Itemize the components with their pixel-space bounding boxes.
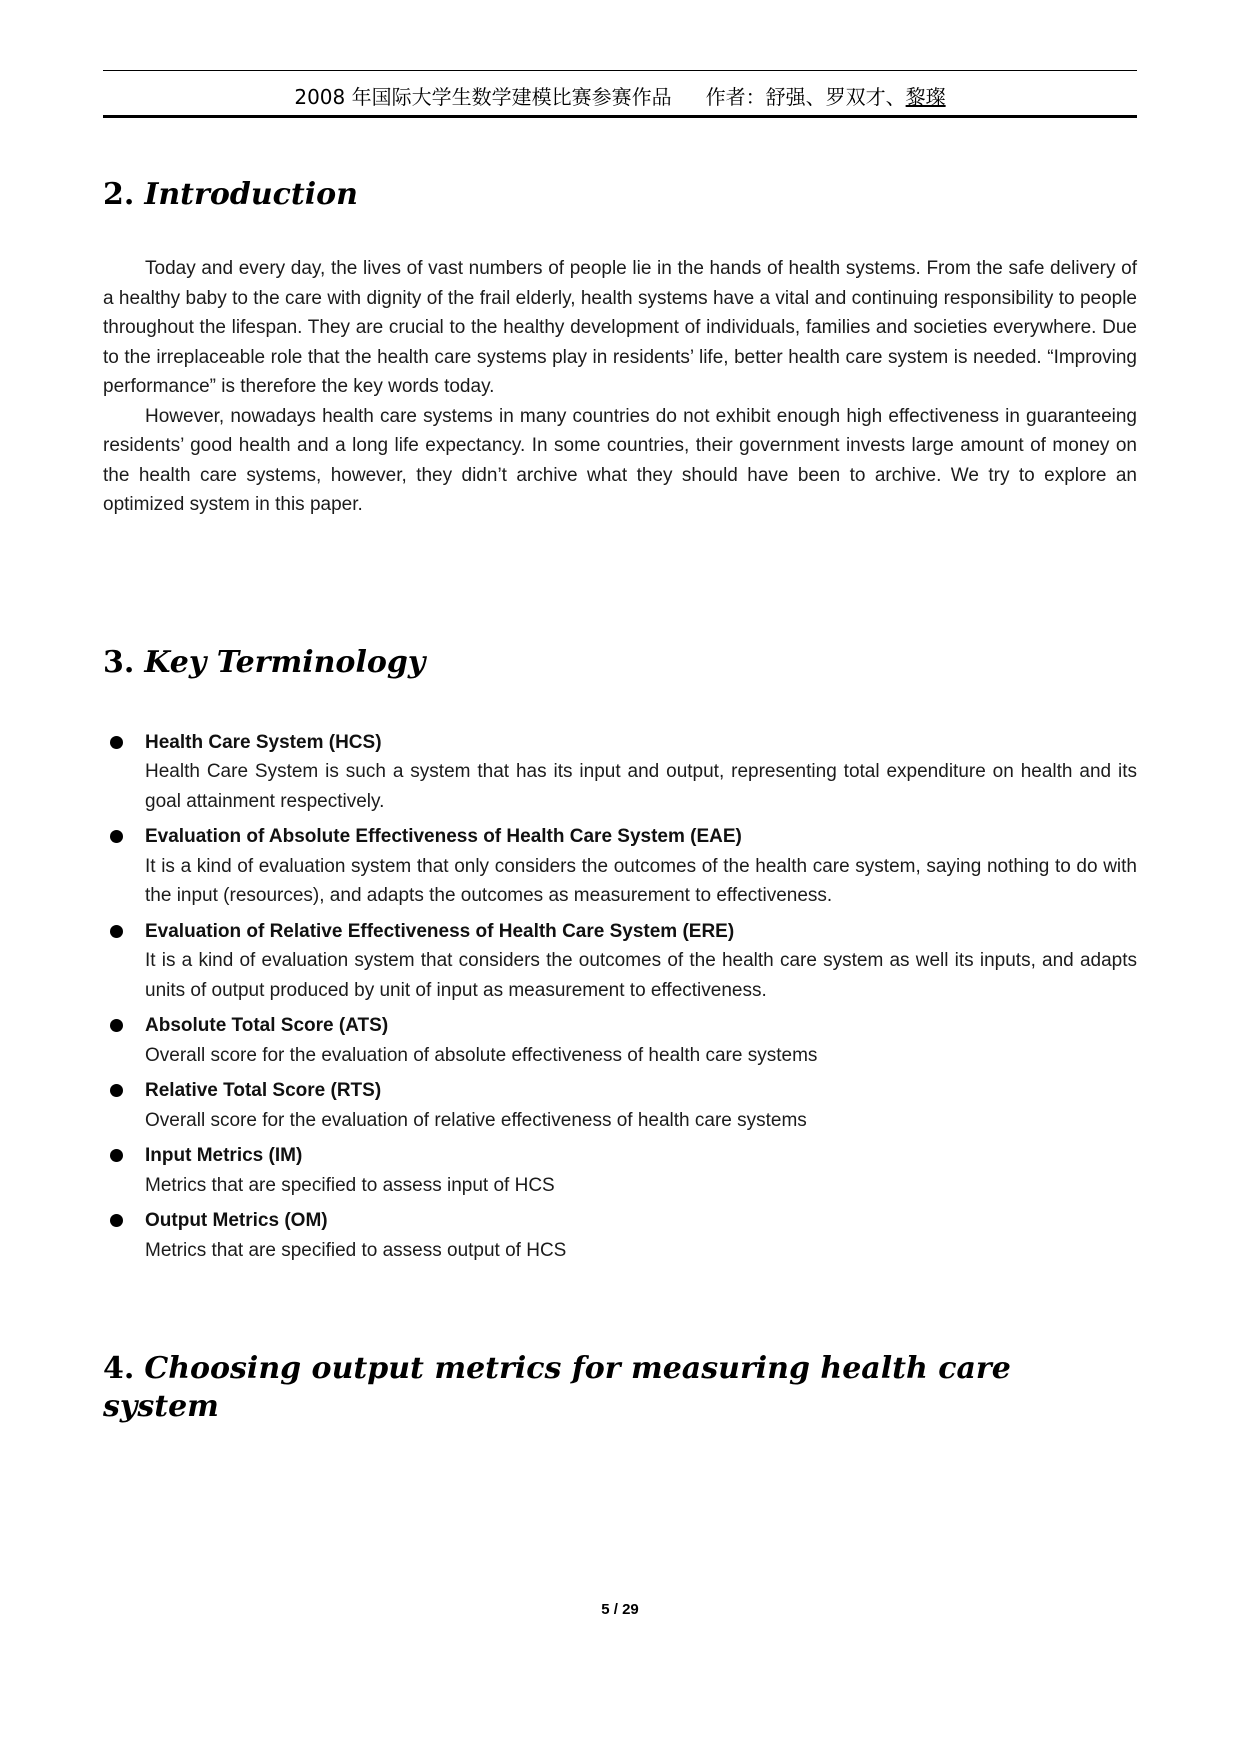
term-definition: It is a kind of evaluation system that considers the outcomes of the health care system as well its inputs, and adapts units of output produced by unit of input as measurement to effectiveness. [145,950,1137,1001]
list-item [103,1076,1137,1135]
term-label: Evaluation of Relative Effectiveness of Health Care System (ERE) [145,920,735,942]
header-competition-text: 2008 年国际大学生数学建模比赛参赛作品 [294,85,672,109]
list-item [103,822,1137,911]
section-heading-introduction [103,176,1137,214]
term-label: Evaluation of Absolute Effectiveness of Health Care System (EAE) [145,826,742,847]
term-label: Absolute Total Score (ATS) [145,1015,389,1036]
term-label: Relative Total Score (RTS) [145,1080,382,1101]
term-definition: Overall score for the evaluation of relative effectiveness of health care systems [145,1109,807,1131]
introduction-paragraph-2: However, nowadays health care systems in many countries do not exhibit enough high effectiveness in guaranteeing residents’ good health and a long life expectancy. In some countries, their government invests large amount of money on the health care systems, however, they didn’t archive what they should have been to archive. We try to explore an optimized system in this paper. [103,405,1137,515]
term-definition: Health Care System is such a system that has its input and output, representing total expenditure on health and its goal attainment respectively. [145,761,1137,812]
header-author-underlined-name: 黎璨 [905,85,946,109]
bullet-icon [110,736,123,749]
page-number: 5 / 29 [601,1601,639,1618]
heading-title: Introduction [144,177,358,212]
terminology-list [103,728,1137,1266]
heading-number: 3. [103,644,135,680]
term-block [145,917,1137,1006]
list-item [103,1011,1137,1070]
bullet-icon [110,925,123,938]
heading-number: 4. [103,1351,135,1386]
term-label: Input Metrics (IM) [145,1145,303,1166]
term-block [145,1141,1137,1200]
bullet-icon [110,830,123,843]
heading-title: Choosing output metrics for measuring health care system [103,1351,1011,1424]
term-block [145,822,1137,911]
term-block [145,728,1137,817]
bullet-icon [110,1019,123,1032]
term-definition: It is a kind of evaluation system that only considers the outcomes of the health care system, saying nothing to do with the input (resources), and adapts the outcomes as measurement to effectiveness. [145,855,1137,906]
term-block [145,1011,1137,1070]
header-author-label: 作者：舒强、罗双才、 [705,85,906,109]
list-item [103,917,1137,1006]
term-definition: Metrics that are specified to assess output of HCS [145,1239,567,1261]
section-heading-terminology [103,644,1137,682]
section-heading-output-metrics [103,1350,1137,1426]
bullet-icon [110,1149,123,1162]
introduction-paragraph-1: Today and every day, the lives of vast numbers of people lie in the hands of health systems. From the safe delivery of a healthy baby to the care with dignity of the frail elderly, health systems have a vital and continuing responsibility to people throughout the lifespan. They are crucial to the healthy development of individuals, families and societies everywhere. Due to the irreplaceable role that the health care systems play in residents’ life, better health care system is needed. “Improving performance” is therefore the key words today. [103,258,1137,397]
term-label: Output Metrics (OM) [145,1210,328,1231]
list-item [103,728,1137,817]
bullet-icon [110,1214,123,1227]
page-header [103,70,1137,118]
term-block [145,1076,1137,1135]
term-definition: Metrics that are specified to assess input of HCS [145,1174,555,1196]
term-block [145,1206,1137,1265]
term-definition: Overall score for the evaluation of absolute effectiveness of health care systems [145,1044,818,1066]
heading-title: Key Terminology [144,644,426,680]
list-item [103,1206,1137,1265]
list-item [103,1141,1137,1200]
bullet-icon [110,1084,123,1097]
heading-number: 2. [103,177,135,212]
term-label: Health Care System (HCS) [145,731,382,753]
